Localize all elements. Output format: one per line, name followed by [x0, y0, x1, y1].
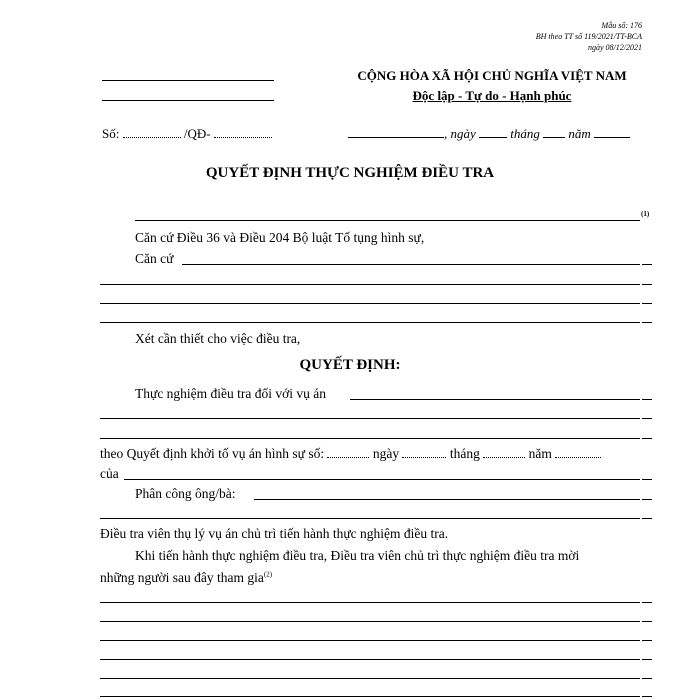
motto [322, 88, 662, 104]
line-tail [642, 479, 652, 480]
org-name-line-1[interactable] [102, 80, 274, 81]
line-tail [642, 284, 652, 285]
thang-label: tháng [510, 126, 540, 141]
basis-line-1: Căn cứ Điều 36 và Điều 204 Bộ luật Tố tụng hình sự, [135, 230, 425, 245]
document-title: QUYẾT ĐỊNH THỰC NGHIỆM ĐIỀU TRA [205, 165, 495, 181]
consider-text: Xét cần thiết cho việc điều tra, [135, 331, 301, 346]
assignee-field[interactable] [254, 499, 640, 500]
org-name-line-2[interactable] [102, 100, 274, 101]
basis-line-2-label: Căn cứ [135, 251, 174, 266]
line-tail [642, 322, 652, 323]
basis-field-2[interactable] [100, 284, 640, 285]
prosecution-month-field[interactable] [483, 447, 525, 458]
day-field[interactable] [479, 127, 507, 138]
month-field[interactable] [543, 127, 565, 138]
line-tail [642, 264, 652, 265]
line-tail [642, 640, 652, 641]
line-tail [642, 659, 652, 660]
prosecution-year-field[interactable] [555, 447, 601, 458]
decision-number-line [102, 126, 272, 142]
year-field[interactable] [594, 127, 630, 138]
form-number-line2: BH theo TT số 119/2021/TT-BCA [535, 32, 642, 41]
participant-line-4[interactable] [100, 659, 640, 660]
date-line [348, 126, 630, 142]
case-field[interactable] [350, 399, 640, 400]
motto-text: Độc lập - Tự do - Hạnh phúc [412, 88, 572, 103]
prosecution-thang: tháng [449, 446, 480, 461]
invite-line-2 [100, 570, 272, 586]
line-tail [642, 499, 652, 500]
prosecution-authority-field[interactable] [124, 479, 640, 480]
line-tail [642, 303, 652, 304]
authority-line[interactable] [135, 220, 640, 221]
line-tail [642, 399, 652, 400]
basis-field-4[interactable] [100, 322, 640, 323]
line-tail [642, 678, 652, 679]
line-tail [642, 518, 652, 519]
form-number-line1: Mẫu số: 176 [601, 21, 642, 30]
form-number-line3: ngày 08/12/2021 [588, 43, 642, 52]
prosecution-day-field[interactable] [402, 447, 446, 458]
prosecution-ngay: ngày [372, 446, 400, 461]
nam-label: năm [568, 126, 591, 141]
investigator-text: Điều tra viên thụ lý vụ án chủ trì tiến hành thực nghiệm điều tra. [100, 526, 449, 541]
prosecution-label: theo Quyết định khởi tố vụ án hình sự số: [100, 446, 325, 461]
line-tail [642, 602, 652, 603]
participant-line-1[interactable] [100, 602, 640, 603]
line-tail [642, 418, 652, 419]
form-number [536, 20, 642, 53]
place-field[interactable] [348, 127, 444, 138]
country-name: CỘNG HÒA XÃ HỘI CHỦ NGHĨA VIỆT NAM [357, 68, 627, 83]
participant-line-2[interactable] [100, 621, 640, 622]
participant-line-5[interactable] [100, 678, 640, 679]
line-tail [642, 621, 652, 622]
prosecution-line [100, 446, 601, 462]
qd-label: /QĐ- [183, 126, 211, 141]
invite-line-1: Khi tiến hành thực nghiệm điều tra, Điều tra viên chủ trì thực nghiệm điều tra mời [135, 548, 580, 563]
prosecution-number-field[interactable] [327, 447, 369, 458]
case-field-3[interactable] [100, 438, 640, 439]
participant-line-3[interactable] [100, 640, 640, 641]
basis-field-3[interactable] [100, 303, 640, 304]
decision-number-field[interactable] [123, 127, 181, 138]
prosecution-nam: năm [528, 446, 552, 461]
ngay-label: , ngày [444, 126, 476, 141]
case-field-2[interactable] [100, 418, 640, 419]
cua-label: của [100, 466, 119, 481]
so-label: Số: [102, 126, 120, 141]
experiment-label: Thực nghiệm điều tra đối với vụ án [135, 386, 327, 401]
assignee-field-2[interactable] [100, 518, 640, 519]
footnote-1: (1) [641, 210, 650, 218]
line-tail [642, 696, 652, 697]
footnote-2: (2) [263, 570, 273, 579]
assign-label: Phân công ông/bà: [135, 486, 236, 501]
participant-line-6[interactable] [100, 696, 640, 697]
decide-heading: QUYẾT ĐỊNH: [299, 357, 401, 373]
basis-field-1[interactable] [182, 264, 640, 265]
line-tail [642, 438, 652, 439]
invite-line-2-text: những người sau đây tham gia [100, 570, 264, 585]
issuing-unit-field[interactable] [214, 127, 272, 138]
